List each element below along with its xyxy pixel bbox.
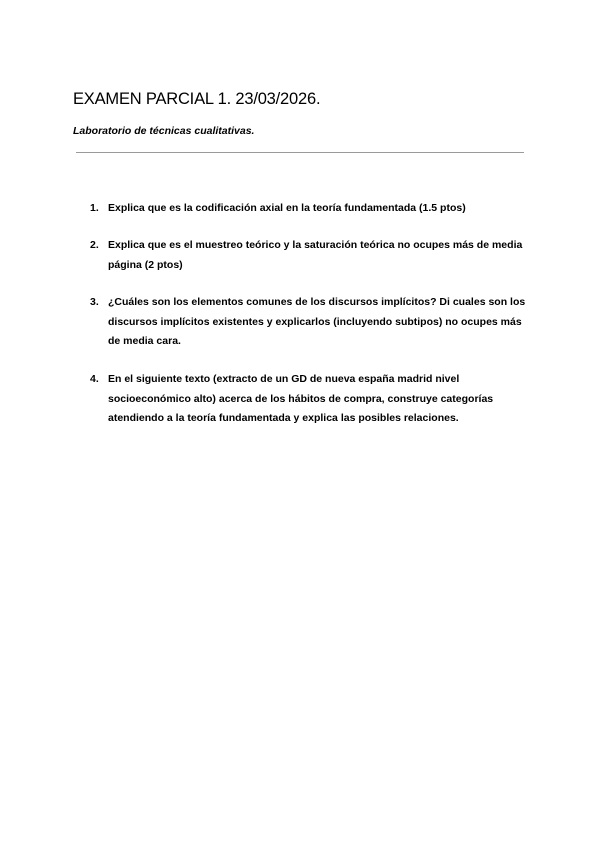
- exam-title: EXAMEN PARCIAL 1. 23/03/2026.: [73, 90, 321, 108]
- question-text: ¿Cuáles son los elementos comunes de los discursos implícitos? Di cuales son los discursos implícitos existentes y explicarlos (incluyendo subtipos) no ocupes más de media cara.: [108, 296, 526, 347]
- question-number: 3.: [90, 296, 99, 308]
- question-text: En el siguiente texto (extracto de un GD de nueva españa madrid nivel socioeconómico alto) acerca de los hábitos de compra, construye categorías atendiendo a la teoría fundamentada y explica las posibles relaciones.: [108, 373, 494, 424]
- course-subtitle: Laboratorio de técnicas cualitativas.: [73, 125, 255, 137]
- question-number: 2.: [90, 239, 99, 251]
- question-number: 1.: [90, 202, 99, 214]
- question-text: Explica que es la codificación axial en la teoría fundamentada (1.5 ptos): [108, 202, 466, 214]
- header-divider: [76, 152, 524, 153]
- question-number: 4.: [90, 373, 99, 385]
- question-text: Explica que es el muestreo teórico y la saturación teórica no ocupes más de media página (2 ptos): [108, 239, 523, 271]
